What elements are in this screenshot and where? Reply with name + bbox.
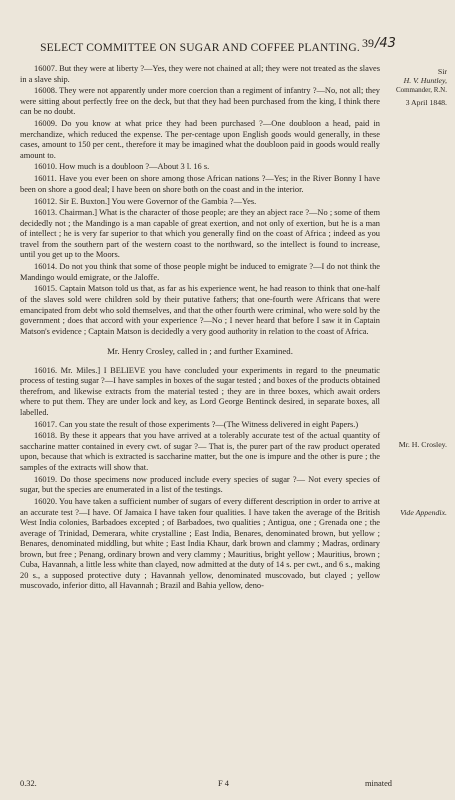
margin-witness-rank: Commander, R.N. (395, 85, 447, 94)
paragraph: 16013. Chairman.] What is the character of those people; are they an abject race ?—No ; some of them decidedly not ; the Mandingo is a man capable of great exertion, and not only of exertion, but he is a man of intellect ; he is very far superior to that which you generally find on the coast of Africa ; indeed as you travel from the southern part of the western coast to the northward, so the intellect is found to increase, until you get up to the Moors. (20, 208, 380, 260)
paragraph: 16011. Have you ever been on shore among those African nations ?—Yes; in the River Bonny I have been on shore a good deal; I have been on shore both on the coast and in the interior. (20, 174, 380, 194)
paragraph: 16008. They were not apparently under more coercion than a regiment of infantry ?—No, not all; they were sitting about perfectly free on the deck, but that they had been purchased from the king, I think there can be no doubt. (20, 86, 380, 117)
paragraph: 16009. Do you know at what price they had been purchased ?—One doubloon a head, paid in merchandize, which reduced the expense. The per-centage upon English goods would generally, in these cases, amount to 150 per cent., therefore it may be imagined what the doubloon paid in goods would really amount to. (20, 119, 380, 160)
paragraph: 16018. By these it appears that you have arrived at a tolerably accurate test of the actual quantity of saccharine matter contained in every cwt. of sugar ?— That is, the purer part of the raw product operated upon, because that which is extracted is saccharine matter, but the one is impure and the other is pure ; the samples of the extracts will show that. (20, 431, 380, 473)
paragraph: 16015. Captain Matson told us that, as far as his experience went, he had reason to think that one-half of the slaves sold were children sold by their putative fathers; that one-fourth were Africans that were emancipated from debt who sold themselves, and that the other fourth were criminal, who were sold by the government ; does that accord with your experience ?—No ; I never heard that before I saw it in Captain Matson's evidence ; Captain Matson is decidedly a very good authority in relation to the coast of Africa. (20, 284, 380, 336)
margin-witness-name: H. V. Huntley, (403, 76, 447, 86)
margin-vide-appendix: Vide Appendix. (400, 508, 447, 517)
footer-code: 0.32. (20, 779, 37, 788)
page-header-title: SELECT COMMITTEE ON SUGAR AND COFFEE PLANTING. (40, 42, 360, 54)
margin-witness-2: Mr. H. Crosley. (398, 440, 447, 449)
paragraph: 16019. Do those specimens now produced include every species of sugar ?— Not every species of sugar, but the species are enumerated in a list of the testings. (20, 474, 380, 495)
margin-witness-title: Sir (437, 67, 447, 76)
paragraph: 16020. You have taken a sufficient number of sugars of every different description in order to arrive at an accurate test ?—I have. Of Jamaica I have taken four qualities. I have taken the average of the British West India colonies, Barbadoes excepted ; of Barbadoes, two qualities ; Antigua, one ; Grenada one ; the average of Trinidad, Demerara, white crystalline ; East India, Benares, denominated brown, but yellow ; Benares, denominated middling, but white ; East India Khaur, dark brown and clammy ; Madras, ordinary brown, but free ; Penang, ordinary brown and very clammy ; Mauritius, bright yellow ; Mauritius, brown ; Cuba, Havannah, a little less white than clayed, now admitted at the duty of 14 s. per cwt., and 6 s., making 20 s., a supposed protective duty ; Havannah yellow, denominated muscovado, but clayed ; yellow muscovado, inferior ditto, all Havannah ; Brazil and Bahia yellow, deno- (20, 497, 380, 591)
paragraph: 16014. Do not you think that some of those people might be induced to emigrate ?—I do not think the Mandingo would emigrate, or the Jaloffe. (20, 262, 380, 282)
margin-date: 3 April 1848. (405, 98, 447, 107)
paragraph: 16012. Sir E. Buxton.] You were Governor of the Gambia ?—Yes. (34, 196, 257, 206)
footer-catchword: minated (365, 779, 392, 788)
footer-signature: F 4 (218, 779, 229, 788)
page-number (362, 36, 396, 51)
paragraph: 16016. Mr. Miles.] I BELIEVE you have concluded your experiments in regard to the pneumatic process of testing sugar ?—I have samples in boxes of the sugar tested ; and boxes of the products obtained therefrom, and likewise extracts from the material tested ; they are in three boxes, which await orders where to put them. They are under lock and key, as Lord George Bentinck desired, in separate boxes, all labelled. (20, 365, 380, 417)
paragraph: 16017. Can you state the result of those experiments ?—(The Witness delivered in eight Papers.) (34, 419, 359, 429)
paragraph: 16007. But they were at liberty ?—Yes, they were not chained at all; they were not treated as the slaves in a slave ship. (20, 64, 380, 84)
section-heading: Mr. Henry Crosley, called in ; and further Examined. (107, 346, 293, 357)
paragraph: 16010. How much is a doubloon ?—About 3 l. 16 s. (34, 162, 210, 172)
printed-page-number: 39 (362, 36, 374, 50)
handwritten-page-number: /43 (375, 36, 396, 51)
margin-witness (377, 67, 447, 95)
testimony-text (20, 64, 380, 593)
